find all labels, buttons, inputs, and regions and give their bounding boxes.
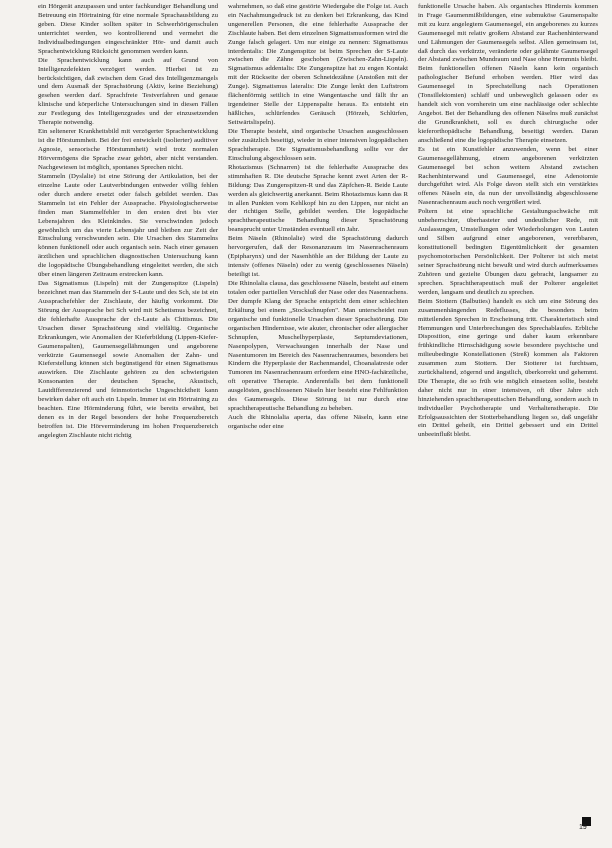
text-column-1 <box>38 3 218 823</box>
text-column-3 <box>418 3 598 823</box>
paragraph: ein Hörgerät anzupassen und unter fachkundiger Behandlung und Betreuung ein Hörtraining für eine normale Sprachausbildung zu geben. Diese Kinder sollten später in Schwerhörigenschulen unterrichtet werden, wo kontrollierend und vermehrt die Individualbedingungen eingeschränkter Hör- und damit auch Sprachentwicklung Rücksicht genommen werden kann. <box>38 3 218 55</box>
paragraph: Die Rhinolalia clausa, das geschlossene Näseln, besteht auf einem totalen oder partiellen Verschluß der Nase oder des Nasenrachens. Der dumpfe Klang der Sprache entspricht dem einer schlechten Erkältung bei einem „Stockschnupfen". Man unterscheidet nun organische und funktionelle Ursachen dieser Sprachstörung. Die organischen Hindernisse, wie akuter, chronischer oder allergischer Schnupfen, Muschelhyperplasie, Septumdeviationen, Nasenpolypen, Verwachsungen innerhalb der Nase und Nasentumoren im Bereich des Nasenrachenraumes, besonders bei Kindern die Hyperplasie der Rachenmandel, Choanalatresie oder Tumoren im Nasenrachenraum erfordern eine HNO-fachärztliche, oft operative Therapie. Anderenfalls bei dem funktionell ausgelösten, geschlossenen Näseln hier besteht eine Fehlfunktion des Gaumensegels. Diese Störung ist nur durch eine sprachtherapeutische Behandlung zu beheben. <box>228 280 408 412</box>
paragraph: Es ist ein Kunstfehler anzuwenden, wenn bei einer Gaumensegellähmung, einem angeborenen verkürzten Gaumensegel bei schon weitem Abstand zwischen Rachenhinterwand und Gaumensegel, eine Adenotomie durchgeführt wird. Als Folge davon stellt sich ein verstärktes offenes Näseln ein, da nun der unvollständig abgeschlossene Nasenrachenraum auch noch vergrößert wird. <box>418 145 598 207</box>
paragraph: Das Sigmatismus (Lispeln) mit der Zungenspitze (Lispeln) bezeichnet man das Stammeln der S-Laute und des Sch, sie ist ein Aussprachefehler der Zischlaute, der häufig vorkommt. Die Störung der Aussprache bei Sch wird mit Schetismus bezeichnet, die fehlerhafte Aussprache der ch-Laute als Chitismus. Die Ursachen dieser Sprachstörung sind vielfältig. Organische Erkrankungen, wie Anomalien der Kieferbildung (Lippen-Kiefer-Gaumenspalten), Gaumensegellähmungen und angeborene verkürzte Gaumensegel sowie Anomalien der Zahn- und Kieferstellung können sich begünstigend für einen Sigmatismus auswirken. Die Zischlaute gehören zu den schwierigsten Konsonanten der deutschen Sprache, Akustisch, Lautdifferenzierend und feinmotorische Ungeschicktheit kann bewirken daher oft auch ein Lispeln. Immer ist ein Hörtraining zu beachten. Eine Hörminderung führt, wie bereits erwähnt, bei denen es in der Regel besonders der hohe Frequenzbereich betroffen ist. Die Hörverminderung im hohen Frequenzbereich angelegten Zischlaute nicht richtig <box>38 280 218 439</box>
paragraph: Poltern ist eine sprachliche Gestaltungsschwäche mit unbeherrschter, überhasteter und undeutlicher Rede, mit Auslassungen, Umstellungen oder Wiederholungen von Lauten und Silben aufgrund einer angeborenen, vererbbaren, konstitutionell bedingten Eigentümlichkeit der gesamten psychomotorischen Persönlichkeit. Der Polterer ist sich meist seiner Sprachstörung nicht bewußt und wird durch aufmerksames Zuhören und gezielte Übungen dazu gebracht, langsamer zu sprechen. Sprachtherapeutisch muß der Polterer angeleitet werden, langsam und deutlich zu sprechen. <box>418 208 598 296</box>
paragraph: Die Therapie besteht, sind organische Ursachen ausgeschlossen oder zusätzlich beseitigt, wieder in einer intensiven logopädischen Sprachtherapie. Die Sigmatismusbehandlung sollte vor der Einschulung abgeschlossen sein. <box>228 127 408 162</box>
paragraph: Beim Näseln (Rhinolalie) wird die Sprachstörung dadurch hervorgerufen, daß der Resonanzraum im Nasenrachenraum (Epipharynx) und der Nasenhöhle an der Bildung der Laute zu intensiv (offenes Näseln) oder zu wenig (geschlossenes Näseln) beteiligt ist. <box>228 235 408 279</box>
paragraph: Die Sprachentwicklung kann auch auf Grund von Intelligenzdefekten verzögert werden. Hierbei ist zu berücksichtigen, daß zwischen dem Grad des Intelligenzmangels und dem Ausmaß der Sprachstörung (Aktiv, keine Beziehung) gesehen werden darf. Sprachfreie Testverfahren und genaue klinische und körperliche Untersuchungen sind in diesen Fällen zur Festlegung des Intelligenzgrades und der einzusetzenden Therapie notwendig. <box>38 56 218 127</box>
paragraph: Rhotazismus (Schnarren) ist die fehlerhafte Aussprache des stimmhaften R. Die deutsche Sprache kennt zwei Arten der R-Bildung: Das Zungenspitzen-R und das Zäpfchen-R. Beide Laute werden als gleichwertig anerkannt. Beim Rhotazismus kann das R in allen Punkten vom Kehlkopf hin zu den Lippen, nur nicht an der richtigen Stelle, gebildet werden. Die logopädische sprachtherapeutische Behandlung dieser Sprachstörung beansprucht unter Umständen eventuell ein Jahr. <box>228 163 408 234</box>
paragraph: wahrnehmen, so daß eine gestörte Wiedergabe die Folge ist. Auch ein Nachahmungsdruck ist zu denken bei Erkrankung, das Kind ungenerellen Personen, die eine fehlerhafte Aussprache der Zischlaute haben. Bei dem einzelnen Sigmatismusformen wird die Zunge falsch gelagert. Um nur einige zu nennen: Sigmatismus interdentalis: Die Zungenspitze ist beim Sprechen der S-Laute zwischen die Zähne geschoben (Zwischen-Zahn-Lispeln). Sigmatismus addentalis: Die Zungenspitze hat zu engen Kontakt mit der Rückseite der oberen Schneidezähne (Anstoßen mit der Zunge). Sigmatismus lateralis: Die Zunge lenkt den Luftstrom flächenförmig seitlich in eine Wangentasche und fällt ihr an irgendeiner Stelle der Lippenspalte heraus. Es entsteht ein häßliches, schlürfendes Geräusch (Hörzeh, Schlürfen, Seitwärtslispeln). <box>228 3 408 126</box>
page-number: 19 <box>579 824 587 831</box>
paragraph: funktionelle Ursache haben. Als organisches Hindernis kommen in Frage Gaumenmißbildungen, eine submuköse Gaumenspalte mit zu kurz angelegtem Gaumensegel, ein angeborenes zu kurzes Gaumensegel mit relativ großem Abstand zur Rachenhinterwand und Lähmungen der Gaumensegels selbst. Allen gemeinsam ist, daß durch das verkürzte, veränderte oder gelähmte Gaumensegel der Abstand zwischen Mundraum und Nase ohne Hemmnis bleibt. Beim funktionellen offenen Näseln kann kein organisch pathologischer Befund erhoben werden. Hier wird das Gaumensegel in Sprechstellung nach Operationen (Tonsillektomien) schlaff und unbeweglich gelassen oder es handelt sich von vornherein um eine nachlässige oder schlechte Angebot. Bei der Behandlung des offenen Näselns muß zunächst die Grundkrankheit, soll es durch chirurgische oder kieferorthopädische Behandlung, beseitigt werden. Daran anschließend eine die logopädische Therapie einsetzen. <box>418 3 598 144</box>
paragraph: Stammeln (Dyslalie) ist eine Störung der Artikulation, bei der einzelne Laute oder Lautverbindungen entweder völlig fehlen oder durch andere ersetzt oder falsch gebildet werden. Das Stammeln ist ein Fehler der Aussprache. Physiologischerweise finden man Stammelfehler in den ersten drei bis vier Lebensjahren des Kleinkindes. Sie verschwinden jedoch gewöhnlich um das vierte Lebensjahr und bleiben zur Zeit der Einschulung verschwunden sein. Die Ursachen des Stammelns können funktionell oder auch organisch sein. Nach einer genauen ärztlichen und sprachlichen diagnostischen Untersuchung kann die logopädische Übungsbehandlung eingeleitet werden, die sich über einen längeren Zeitraum erstrecken kann. <box>38 173 218 279</box>
paragraph: Beim Stottern (Balbuties) handelt es sich um eine Störung des zusammenhängenden Redeflusses, die besonders beim mitteilenden Sprechen in Erscheinung tritt. Charakteristisch sind Hemmungen und Unterbrechungen des Sprechablaufes. Erbliche Disposition, eine geringe und daher kaum erkennbare frühkindliche Hirnschädigung sowie besondere psychische und milieubedingte Konstellationen (Streß) kommen als Faktoren zusammen zum Stottern. Der Stotterer ist furchtsam, zurückhaltend, zögernd und ängstlich, überkorrekt und gehemmt. Die Therapie, die so früh wie möglich einsetzen sollte, besteht daher nicht nur in einer intensiven, oft über Jahre sich hinziehenden sprachtherapeutischen Behandlung, sondern auch in individueller Psychotherapie und Verhaltenstherapie. Die Erfolgsaussichten der Stotterbehandlung liegen so, daß ungefähr ein Drittel geheilt, ein Drittel gebessert und ein Drittel unbeeinflußt bleibt. <box>418 297 598 439</box>
text-column-2 <box>228 3 408 823</box>
paragraph: Ein seltenerer Krankheitsbild mit verzögerter Sprachentwicklung ist die Hörstummheit. Bei der frei entwickelt (isolierter) auditiver Agnosie, sensorische Hörstummheit) wird trotz normalen Hörvermögens die Sprache zwar gehört, aber nicht verstanden. Nachgewiesen ist möglich, spontanes Sprechen nicht. <box>38 128 218 171</box>
paragraph: Auch die Rhinolalia aperta, das offene Näseln, kann eine organische oder eine <box>228 414 408 431</box>
